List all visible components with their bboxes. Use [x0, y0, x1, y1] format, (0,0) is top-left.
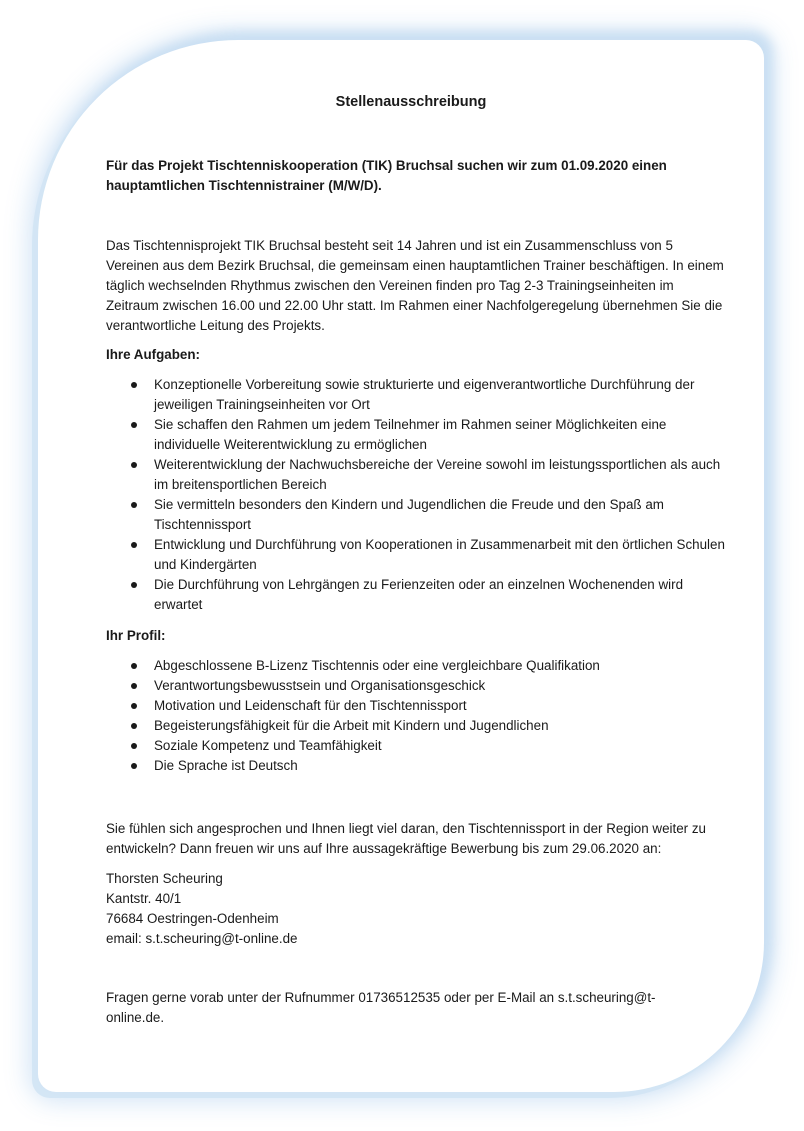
list-item: Entwicklung und Durchführung von Kooperationen in Zusammenarbeit mit den örtlichen Schulen und Kindergärten [106, 535, 726, 575]
list-item: Die Sprache ist Deutsch [106, 756, 726, 776]
closing-paragraph: Sie fühlen sich angesprochen und Ihnen liegt viel daran, den Tischtennissport in der Region weiter zu entwickeln? Dann freuen wir uns auf Ihre aussagekräftige Bewerbung bis zum 29.06.2020 an: [106, 821, 706, 856]
list-item: Begeisterungsfähigkeit für die Arbeit mit Kindern und Jugendlichen [106, 716, 726, 736]
list-item: Soziale Kompetenz und Teamfähigkeit [106, 736, 726, 756]
footer-note: Fragen gerne vorab unter der Rufnummer 01736512535 oder per E-Mail an s.t.scheuring@t-online.de. [106, 990, 656, 1025]
list-item: Verantwortungsbewusstsein und Organisationsgeschick [106, 676, 726, 696]
list-item: Weiterentwicklung der Nachwuchsbereiche der Vereine sowohl im leistungssportlichen als auch im breitensportlichen Bereich [106, 455, 726, 495]
list-item: Konzeptionelle Vorbereitung sowie strukturierte und eigenverantwortliche Durchführung der jeweiligen Trainingseinheiten vor Ort [106, 375, 726, 415]
contact-email: email: s.t.scheuring@t-online.de [106, 931, 298, 946]
contact-street: Kantstr. 40/1 [106, 891, 182, 906]
list-item: Sie schaffen den Rahmen um jedem Teilnehmer im Rahmen seiner Möglichkeiten eine individuelle Weiterentwicklung zu ermöglichen [106, 415, 726, 455]
list-item: Die Durchführung von Lehrgängen zu Ferienzeiten oder an einzelnen Wochenenden wird erwartet [106, 575, 726, 615]
profile-heading: Ihr Profil: [106, 628, 166, 643]
tasks-list [106, 375, 726, 615]
intro-line-2: hauptamtlichen Tischtennistrainer (M/W/D). [106, 178, 382, 193]
contact-address [106, 869, 506, 949]
description-paragraph: Das Tischtennisprojekt TIK Bruchsal besteht seit 14 Jahren und ist ein Zusammenschluss von 5 Vereinen aus dem Bezirk Bruchsal, die gemeinsam einen hauptamtlichen Trainer beschäftigen. In einem täglich wechselnden Rhythmus zwischen den Vereinen finden pro Tag 2-3 Trainingseinheiten im Zeitraum zwischen 16.00 und 22.00 Uhr statt. Im Rahmen einer Nachfolgeregelung übernehmen Sie die verantwortliche Leitung des Projekts. [106, 238, 724, 333]
contact-city: 76684 Oestringen-Odenheim [106, 911, 279, 926]
page-title: Stellenausschreibung [335, 94, 487, 110]
list-item: Abgeschlossene B-Lizenz Tischtennis oder eine vergleichbare Qualifikation [106, 656, 726, 676]
tasks-heading: Ihre Aufgaben: [106, 347, 200, 362]
list-item: Sie vermitteln besonders den Kindern und Jugendlichen die Freude und den Spaß am Tischtennissport [106, 495, 726, 535]
list-item: Motivation und Leidenschaft für den Tischtennissport [106, 696, 726, 716]
profile-list [106, 656, 726, 776]
intro-text [106, 156, 726, 196]
intro-line-1: Für das Projekt Tischtenniskooperation (TIK) Bruchsal suchen wir zum 01.09.2020 einen [106, 158, 667, 173]
contact-name: Thorsten Scheuring [106, 871, 223, 886]
